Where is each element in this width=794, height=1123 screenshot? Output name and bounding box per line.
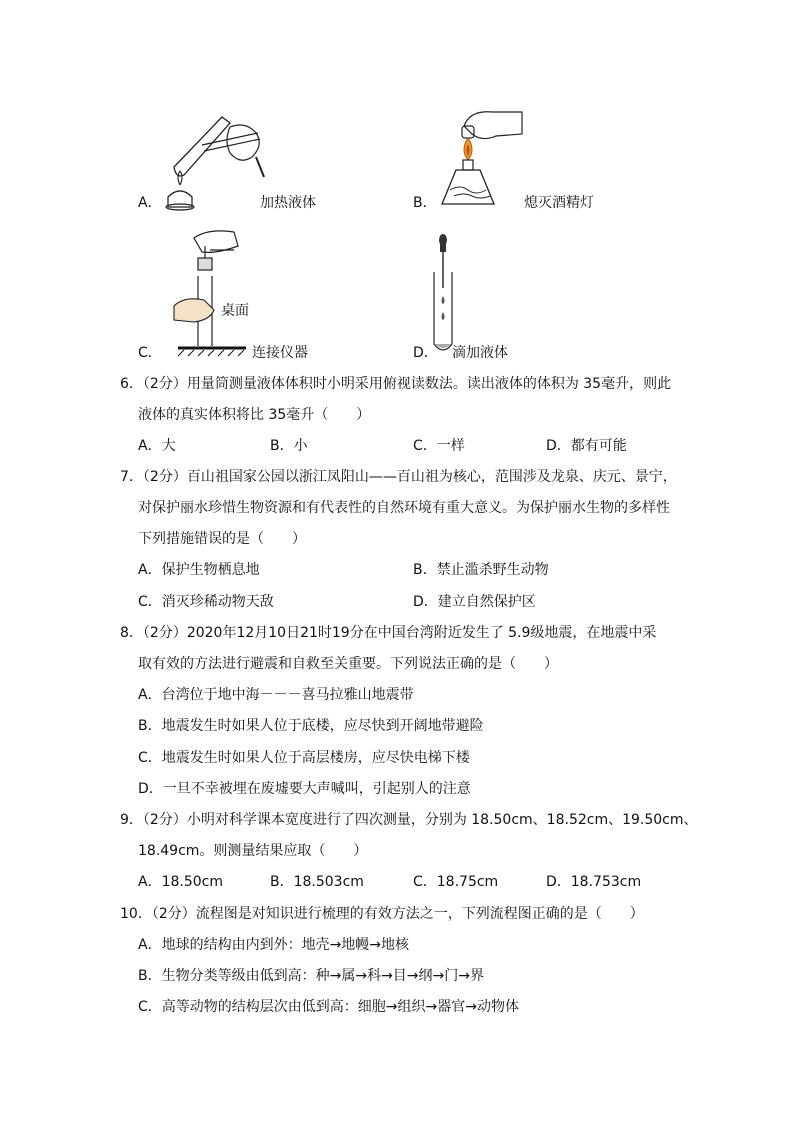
option-a-caption: 加热液体	[260, 195, 316, 211]
q7-line-3: 下列措施错误的是（ ）	[138, 531, 306, 547]
q7-line-2: 对保护丽水珍惜生物资源和有代表性的自然环境有重大意义。为保护丽水生物的多样性	[138, 500, 670, 516]
q6-option-d: D．都有可能	[546, 438, 627, 454]
q6-option-c: C．一样	[413, 438, 465, 454]
q9-option-c: C．18.75cm	[413, 874, 499, 890]
q9-option-d: D．18.753cm	[546, 874, 642, 890]
q7-option-d: D．建立自然保护区	[413, 594, 536, 610]
q6-option-a: A．大	[138, 438, 176, 454]
option-c-letter: C．	[138, 345, 162, 361]
q9-option-a: A．18.50cm	[138, 874, 223, 890]
q9-line-2: 18.49cm。则测量结果应取（ ）	[138, 843, 368, 859]
desk-label: 桌面	[221, 303, 249, 319]
q7-option-c: C．消灭珍稀动物天敌	[138, 594, 274, 610]
q8-line-2: 取有效的方法进行避震和自救至关重要。下列说法正确的是（ ）	[138, 656, 558, 672]
option-d-letter: D．	[413, 345, 438, 361]
q8-option-a: A．台湾位于地中海－－－喜马拉雅山地震带	[138, 687, 414, 703]
q7-option-b: B．禁止滥杀野生动物	[413, 562, 549, 578]
option-d-caption: 滴加液体	[452, 345, 508, 361]
q6-option-b: B．小	[270, 438, 308, 454]
q6-line-1: 6．（2分）用量筒测量液体体积时小明采用俯视读数法。读出液体的体积为 35毫升，则此	[120, 376, 672, 392]
drop-liquid-illustration	[430, 232, 460, 358]
q7-option-a: A．保护生物栖息地	[138, 562, 260, 578]
option-c-caption: 连接仪器	[252, 345, 308, 361]
option-b-letter: B．	[413, 195, 437, 211]
extinguish-alcohol-lamp-illustration	[436, 104, 526, 214]
q10-option-a: A．地球的结构由内到外：地壳→地幔→地核	[138, 937, 410, 953]
q9-option-b: B．18.503cm	[270, 874, 364, 890]
q7-line-1: 7．（2分）百山祖国家公园以浙江凤阳山——百山祖为核心，范围涉及龙泉、庆元、景宁，	[120, 469, 677, 485]
q9-line-1: 9．（2分）小明对科学课本宽度进行了四次测量，分别为 18.50cm、18.52cm、19.50cm、	[120, 812, 698, 828]
q8-option-c: C．地震发生时如果人位于高层楼房，应尽快电梯下楼	[138, 750, 470, 766]
q8-option-d: D．一旦不幸被埋在废墟要大声喊叫，引起别人的注意	[138, 781, 471, 797]
q10-option-c: C．高等动物的结构层次由低到高：细胞→组织→器官→动物体	[138, 999, 519, 1015]
q10-option-b: B．生物分类等级由低到高：种→属→科→目→纲→门→界	[138, 968, 484, 984]
q10-line-1: 10．（2分）流程图是对知识进行梳理的有效方法之一，下列流程图正确的是（ ）	[120, 906, 644, 922]
q6-line-2: 液体的真实体积将比 35毫升（ ）	[138, 407, 371, 423]
q8-line-1: 8．（2分）2020年12月10日21时19分在中国台湾附近发生了 5.9级地震，在地震中采	[120, 625, 657, 641]
option-b-caption: 熄灭酒精灯	[524, 195, 594, 211]
heating-liquid-illustration	[160, 105, 270, 215]
connect-apparatus-illustration	[174, 228, 254, 358]
option-a-letter: A．	[138, 195, 162, 211]
q8-option-b: B．地震发生时如果人位于底楼，应尽快到开阔地带避险	[138, 718, 484, 734]
